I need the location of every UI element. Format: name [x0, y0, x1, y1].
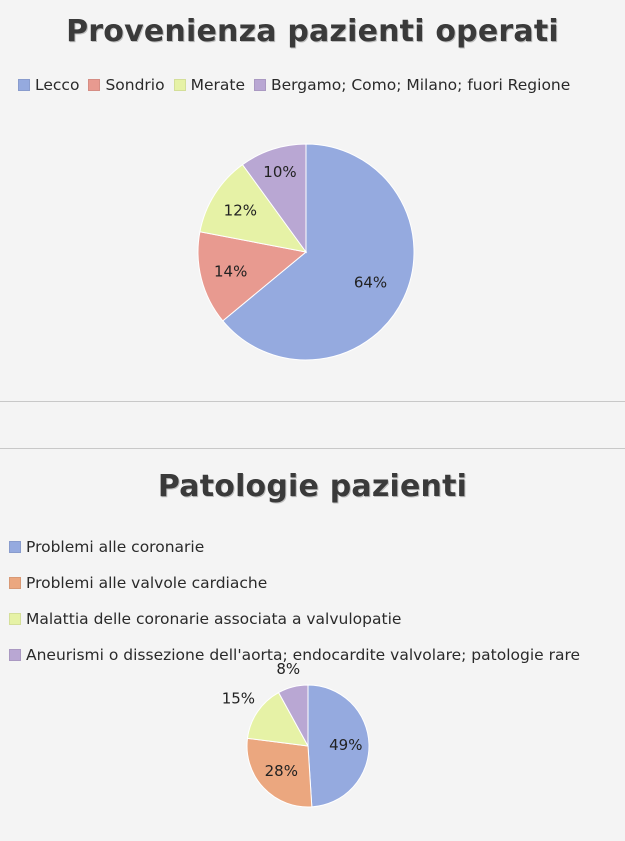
legend-label: Problemi alle valvole cardiache — [26, 574, 268, 592]
slice-sondrio-label: 14% — [214, 262, 248, 281]
legend-label: Lecco — [35, 76, 80, 94]
section-divider — [0, 448, 625, 449]
slice-valvole-label: 28% — [264, 762, 298, 781]
chart-patologie — [0, 455, 625, 841]
legend-label: Bergamo; Como; Milano; fuori Regione — [271, 76, 571, 94]
legend-label: Merate — [190, 76, 245, 94]
slice-coronarie-valvulopatie-label: 15% — [221, 689, 256, 708]
slice-altre-provenienze-label: 10% — [263, 162, 297, 181]
chart-title: Provenienza pazienti operati — [66, 14, 559, 49]
legend-label: Malattia delle coronarie associata a valvulopatie — [26, 610, 402, 628]
slice-merate-label: 12% — [223, 201, 258, 220]
legend-label: Aneurismi o dissezione dell'aorta; endocardite valvolare; patologie rare — [26, 646, 581, 664]
section-divider — [0, 401, 625, 402]
chart-title: Patologie pazienti — [157, 469, 468, 504]
legend-label: Problemi alle coronarie — [26, 538, 205, 556]
pie-chart-patologie — [0, 455, 625, 841]
pie-chart-provenienza — [0, 0, 625, 400]
slice-lecco-label: 64% — [353, 273, 388, 292]
legend-label: Sondrio — [105, 76, 165, 94]
slice-coronarie-label: 49% — [329, 735, 363, 754]
chart-provenienza — [0, 0, 625, 400]
slice-aneurismi-altro-label: 8% — [276, 660, 301, 679]
